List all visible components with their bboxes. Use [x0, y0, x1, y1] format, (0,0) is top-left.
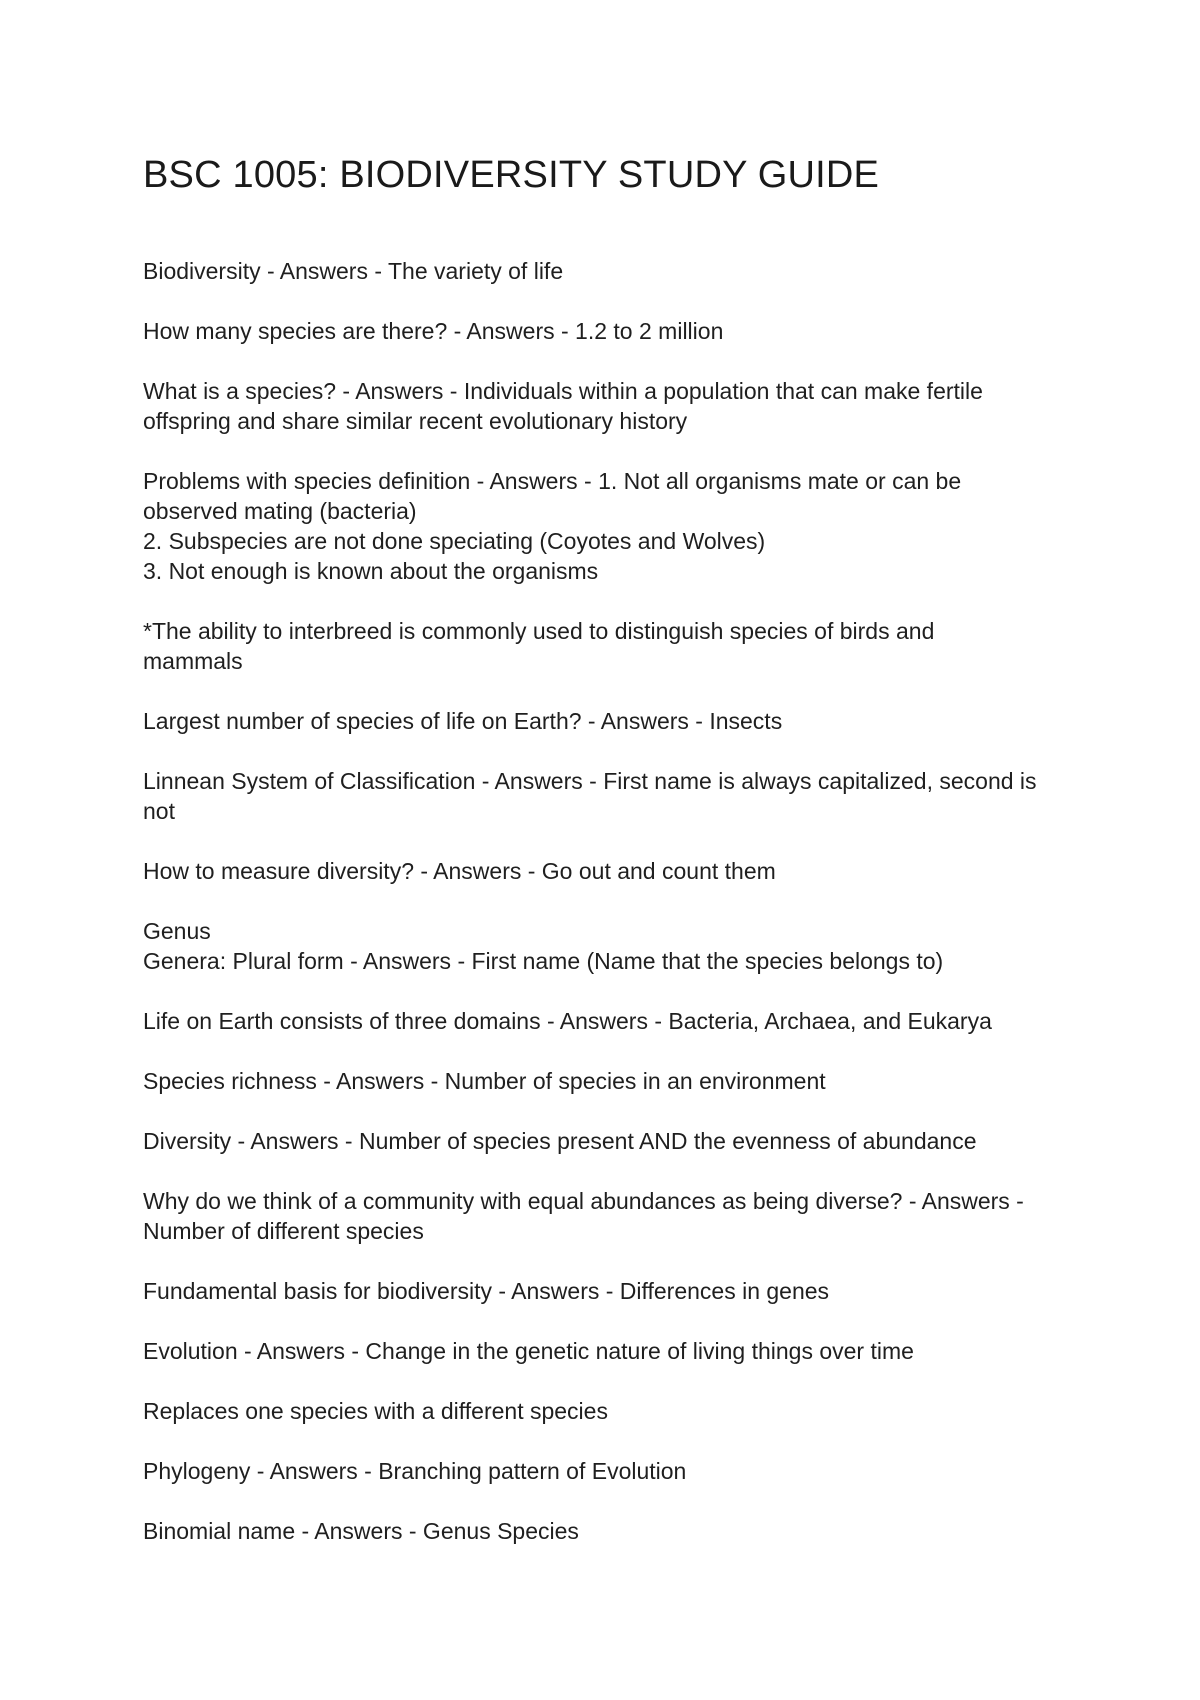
study-entry	[143, 916, 1083, 976]
study-entry	[143, 1006, 1083, 1036]
study-entry	[143, 1126, 1083, 1156]
entry-line: Genus	[143, 918, 211, 944]
entry-line: Genera: Plural form - Answers - First name (Name that the species belongs to)	[143, 948, 944, 974]
entry-line: observed mating (bacteria)	[143, 498, 417, 524]
study-entry	[143, 316, 1083, 346]
entry-line: mammals	[143, 648, 243, 674]
document-title: BSC 1005: BIODIVERSITY STUDY GUIDE	[143, 154, 880, 196]
study-entry	[143, 856, 1083, 886]
entry-line: Evolution - Answers - Change in the genetic nature of living things over time	[143, 1338, 914, 1364]
entry-line: Diversity - Answers - Number of species present AND the evenness of abundance	[143, 1128, 977, 1154]
entry-line: offspring and share similar recent evolutionary history	[143, 408, 688, 434]
entry-line: Binomial name - Answers - Genus Species	[143, 1518, 579, 1544]
entry-line: Largest number of species of life on Earth? - Answers - Insects	[143, 708, 783, 734]
study-entry	[143, 1396, 1083, 1426]
study-entry	[143, 256, 1083, 286]
study-entry	[143, 766, 1083, 826]
entry-line: Replaces one species with a different species	[143, 1398, 608, 1424]
study-entry	[143, 1066, 1083, 1096]
entry-line: Fundamental basis for biodiversity - Answers - Differences in genes	[143, 1278, 830, 1304]
study-entry	[143, 466, 1083, 586]
study-entry	[143, 1336, 1083, 1366]
entry-line: 3. Not enough is known about the organisms	[143, 558, 599, 584]
entry-line: Species richness - Answers - Number of species in an environment	[143, 1068, 826, 1094]
study-entry	[143, 1186, 1083, 1246]
entry-line: Phylogeny - Answers - Branching pattern of Evolution	[143, 1458, 687, 1484]
entry-line: What is a species? - Answers - Individuals within a population that can make fertile	[143, 378, 983, 404]
study-entry	[143, 616, 1083, 676]
entry-line: Life on Earth consists of three domains - Answers - Bacteria, Archaea, and Eukarya	[143, 1008, 992, 1034]
study-guide-content	[143, 256, 1083, 1576]
study-entry	[143, 706, 1083, 736]
study-entry	[143, 1516, 1083, 1546]
entry-line: 2. Subspecies are not done speciating (Coyotes and Wolves)	[143, 528, 766, 554]
study-entry	[143, 1456, 1083, 1486]
entry-line: not	[143, 798, 175, 824]
entry-line: How many species are there? - Answers - 1.2 to 2 million	[143, 318, 724, 344]
entry-line: Biodiversity - Answers - The variety of life	[143, 258, 564, 284]
entry-line: Linnean System of Classification - Answers - First name is always capitalized, second is	[143, 768, 1037, 794]
entry-line: Number of different species	[143, 1218, 424, 1244]
entry-line: Problems with species definition - Answers - 1. Not all organisms mate or can be	[143, 468, 962, 494]
entry-line: How to measure diversity? - Answers - Go out and count them	[143, 858, 776, 884]
entry-line: Why do we think of a community with equal abundances as being diverse? - Answers -	[143, 1188, 1024, 1214]
study-entry	[143, 376, 1083, 436]
study-entry	[143, 1276, 1083, 1306]
entry-line: *The ability to interbreed is commonly used to distinguish species of birds and	[143, 618, 935, 644]
